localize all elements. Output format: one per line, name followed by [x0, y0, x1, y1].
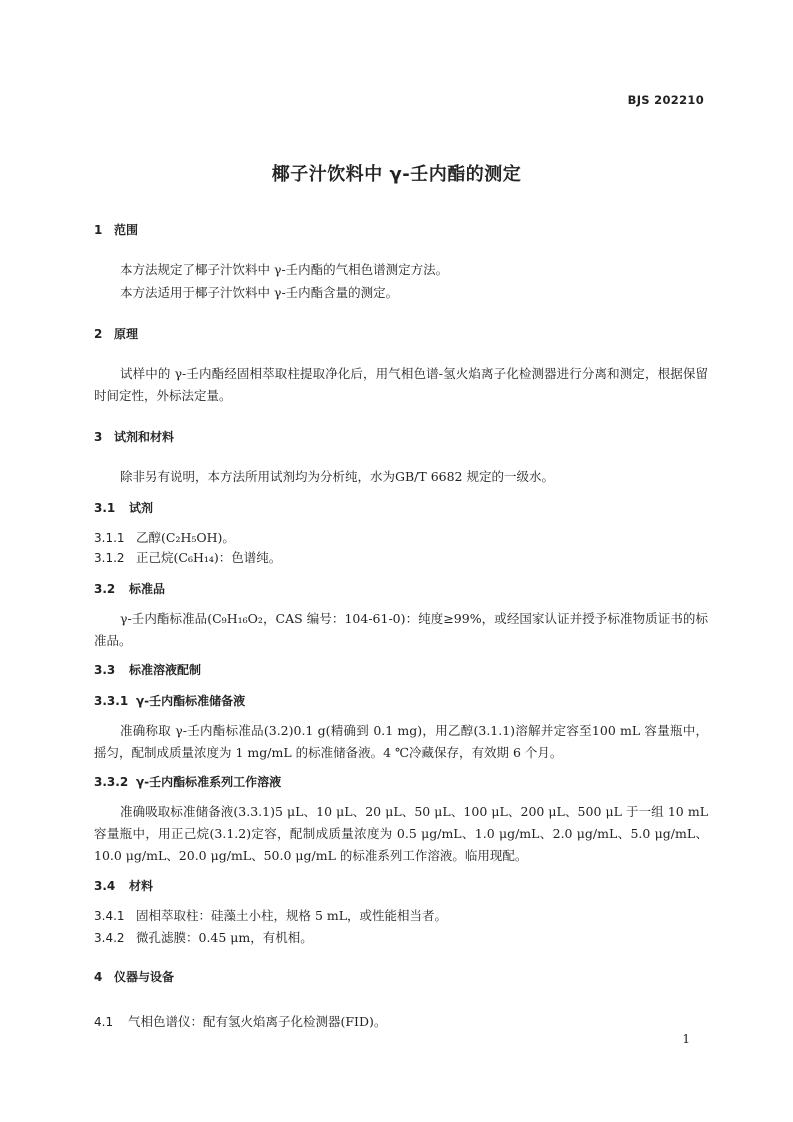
section-3-heading [94, 428, 174, 445]
page-number: 1 [682, 1032, 690, 1046]
item-3-1-1 [94, 528, 235, 546]
section-1-heading [94, 221, 138, 238]
item-text: 乙醇(C₂H₅OH)。 [136, 530, 235, 545]
item-number: 3.1.1 [94, 531, 125, 545]
subsection-title: γ-壬内酯标准系列工作溶液 [136, 775, 282, 789]
item-number: 4.1 [94, 1015, 114, 1029]
section-title: 仪器与设备 [114, 970, 175, 984]
subsection-3-3-1-paragraph: 准确称取 γ-壬内酯标准品(3.2)0.1 g(精确到 0.1 mg)，用乙醇(3.1.1)溶解并定容至100 mL 容量瓶中，摇匀，配制成质量浓度为 1 mg/mL 的标准储备液。4 ℃冷藏保存，有效期 6 个月。 [94, 723, 708, 760]
item-text: 微孔滤膜：0.45 μm，有机相。 [136, 930, 313, 945]
item-text: 正己烷(C₆H₁₄)：色谱纯。 [136, 550, 282, 565]
section-1-paragraph-1: 本方法规定了椰子汁饮料中 γ-壬内酯的气相色谱测定方法。 [120, 262, 449, 277]
item-text: 气相色谱仪：配有氢火焰离子化检测器(FID)。 [128, 1014, 387, 1029]
subsection-title: 标准溶液配制 [129, 663, 202, 677]
subsection-number: 3.3.2 [94, 775, 129, 789]
section-2-paragraph: 试样中的 γ-壬内酯经固相萃取柱提取净化后，用气相色谱-氢火焰离子化检测器进行分离和测定，根据保留时间定性，外标法定量。 [94, 366, 708, 403]
section-title: 原理 [114, 327, 139, 341]
item-number: 3.1.2 [94, 551, 125, 565]
section-number: 2 [94, 327, 103, 341]
section-number: 4 [94, 970, 103, 984]
subsection-number: 3.3.1 [94, 694, 129, 708]
subsection-number: 3.3 [94, 663, 116, 677]
section-title: 范围 [114, 223, 139, 237]
subsection-number: 3.2 [94, 582, 116, 596]
subsection-3-3-heading [94, 661, 201, 678]
section-number: 3 [94, 430, 103, 444]
section-title: 试剂和材料 [114, 430, 175, 444]
section-1-paragraph-2: 本方法适用于椰子汁饮料中 γ-壬内酯含量的测定。 [120, 285, 399, 300]
subsection-3-4-heading [94, 877, 153, 894]
subsection-title: 试剂 [129, 501, 154, 515]
section-4-heading [94, 968, 174, 985]
subsection-title: γ-壬内酯标准储备液 [136, 694, 246, 708]
document-title: 椰子汁饮料中 γ-壬内酯的测定 [271, 164, 522, 185]
section-number: 1 [94, 223, 103, 237]
item-3-1-2 [94, 548, 281, 566]
subsection-3-1-heading [94, 499, 153, 516]
item-number: 3.4.1 [94, 909, 125, 923]
standard-code: BJS 202210 [627, 93, 704, 107]
section-2-heading [94, 325, 138, 342]
item-3-4-2 [94, 928, 313, 946]
subsection-number: 3.1 [94, 501, 116, 515]
subsection-3-2-paragraph: γ-壬内酯标准品(C₉H₁₆O₂，CAS 编号：104-61-0)：纯度≥99%，或经国家认证并授予标准物质证书的标准品。 [94, 611, 708, 648]
section-3-paragraph: 除非另有说明，本方法所用试剂均为分析纯，水为GB/T 6682 规定的一级水。 [120, 469, 554, 484]
subsection-3-3-2-heading [94, 773, 281, 790]
subsection-3-2-heading [94, 580, 165, 597]
subsection-3-3-1-heading [94, 692, 245, 709]
subsection-3-3-2-paragraph: 准确吸取标准储备液(3.3.1)5 μL、10 μL、20 μL、50 μL、100 μL、200 μL、500 μL 于一组 10 mL 容量瓶中，用正己烷(3.1.2)定容，配制成质量浓度为 0.5 μg/mL、1.0 μg/mL、2.0 μg/mL、5.0 μg/mL、10.0 μg/mL、20.0 μg/mL、50.0 μg/mL 的标准系列工作溶液。临用现配。 [94, 804, 708, 863]
item-number: 3.4.2 [94, 931, 125, 945]
item-text: 固相萃取柱：硅藻土小柱，规格 5 mL，或性能相当者。 [136, 908, 448, 923]
item-4-1 [94, 1012, 386, 1030]
subsection-number: 3.4 [94, 879, 116, 893]
item-3-4-1 [94, 906, 447, 924]
subsection-title: 材料 [129, 879, 154, 893]
subsection-title: 标准品 [129, 582, 166, 596]
